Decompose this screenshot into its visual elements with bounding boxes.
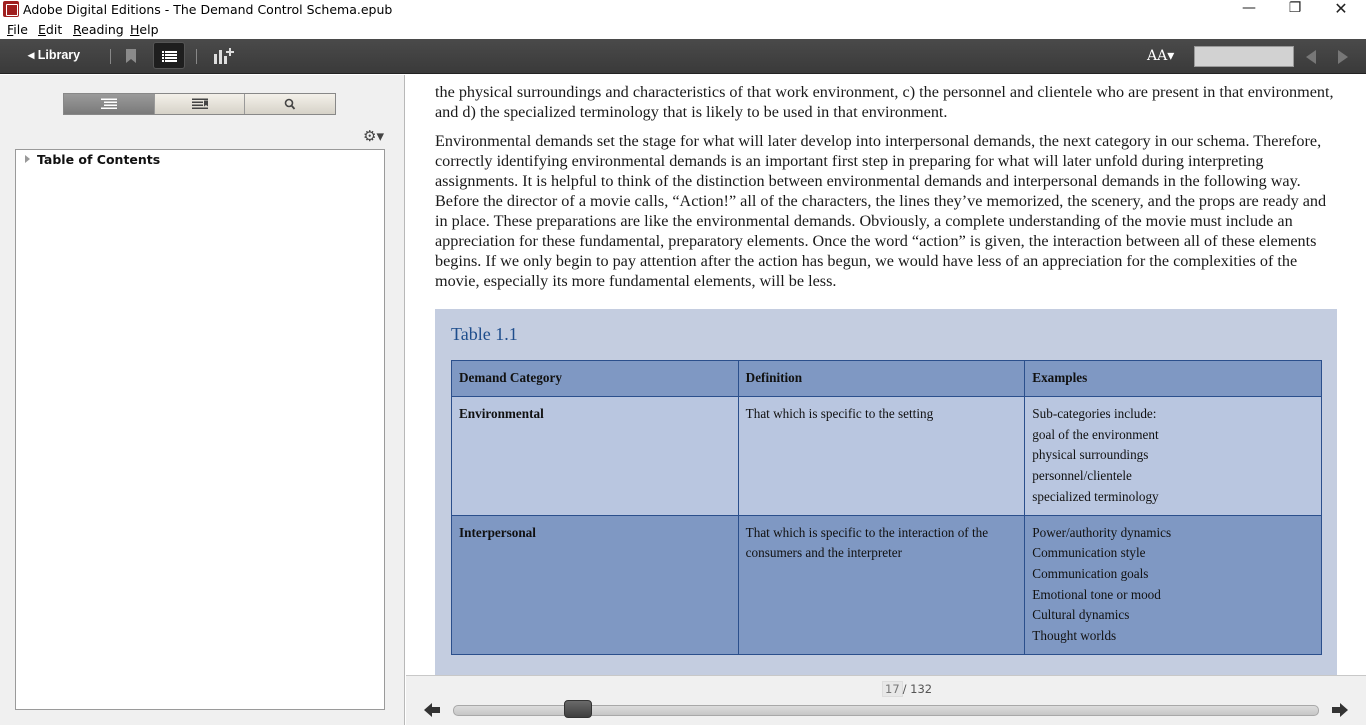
menu-reading[interactable]	[73, 22, 124, 37]
example-line: Thought worlds	[1032, 628, 1117, 644]
table-row	[452, 397, 1322, 516]
menu-help[interactable]	[130, 22, 159, 37]
page-separator: /	[902, 682, 907, 696]
current-page-field[interactable]: 17	[882, 681, 903, 697]
menu-bar	[0, 19, 1366, 39]
toc-list-toggle-button[interactable]	[153, 42, 185, 69]
prev-page-icon[interactable]	[1306, 50, 1316, 64]
menu-label: elp	[139, 22, 159, 37]
stats-add-icon[interactable]	[214, 48, 234, 64]
toolbar-separator	[110, 49, 111, 64]
bookmark-icon[interactable]	[126, 49, 136, 63]
example-line: Communication style	[1032, 545, 1146, 561]
table-row	[452, 515, 1322, 654]
bookmarks-tab[interactable]	[155, 94, 246, 114]
adobe-digital-editions-app-icon	[3, 1, 19, 17]
definition-cell: That which is specific to the interaction of the consumers and the interpreter	[738, 515, 1025, 654]
category-cell: Interpersonal	[452, 515, 739, 654]
table-figure	[435, 309, 1337, 675]
progress-slider-handle[interactable]	[564, 700, 592, 718]
example-line: Emotional tone or mood	[1032, 586, 1161, 602]
navigation-panel	[0, 75, 405, 725]
example-line: specialized terminology	[1032, 488, 1159, 504]
search-input[interactable]	[1194, 46, 1294, 67]
main-toolbar	[0, 39, 1366, 74]
minimize-button[interactable]: —	[1242, 0, 1256, 16]
paragraph: Environmental demands set the stage for what will later develop into interpersonal demands, the next category in our schema. Therefore, correctly identifying environmental demands is an important first step in preparing for what will later unfold during interpreting assignments. It is helpful to think of the distinction between environmental demands and interpersonal demands in the following way. Before the director of a movie calls, “Action!” all of the characters, the lines they’ve memorized, the scenery, and the props are ready and in place. These preparations are like the environmental demands. Obviously, a complete understanding of the movie must include an appreciation for these fundamental, preparatory elements. Once the word “action” is given, the interaction between all of these elements begins. If we only begin to pay attention after the action has begun, we would have less of an appreciation for the complexities of the movie, especially its more fundamental elements, will be less.	[435, 132, 1327, 290]
panel-tab-bar	[63, 93, 336, 115]
bookmark-list-icon	[192, 99, 208, 110]
font-size-button[interactable]: AA▾	[1147, 48, 1175, 64]
paragraph: the physical surroundings and characteristics of that work environment, c) the personnel and clientele who are present in that environment, and d) the specialized terminology that is likely to be used in that environment.	[435, 83, 1334, 121]
column-header: Definition	[738, 361, 1025, 397]
total-pages: 132	[910, 682, 933, 696]
library-button[interactable]: ◂ Library	[28, 48, 81, 62]
column-header: Examples	[1025, 361, 1322, 397]
examples-cell	[1025, 515, 1322, 654]
menu-accelerator: F	[7, 22, 14, 37]
toc-root-item[interactable]: Table of Contents	[37, 152, 161, 167]
list-icon	[162, 51, 177, 62]
window-title: Adobe Digital Editions - The Demand Control Schema.epub	[23, 2, 393, 17]
toc-tree	[15, 149, 385, 710]
expand-triangle-icon[interactable]	[25, 155, 30, 163]
example-line: Communication goals	[1032, 565, 1149, 581]
examples-cell	[1025, 397, 1322, 516]
table-caption: Table 1.1	[451, 324, 518, 344]
example-line: goal of the environment	[1032, 426, 1159, 442]
menu-label: dit	[45, 22, 63, 37]
definition-cell: That which is specific to the setting	[738, 397, 1025, 516]
search-icon	[282, 99, 298, 110]
toc-tab[interactable]	[64, 94, 155, 114]
title-bar	[0, 0, 1366, 19]
toc-icon	[101, 99, 117, 110]
menu-accelerator: R	[73, 22, 82, 37]
menu-accelerator: H	[130, 22, 140, 37]
menu-accelerator: E	[38, 22, 46, 37]
menu-label: eading	[81, 22, 124, 37]
example-line: Power/authority dynamics	[1032, 524, 1172, 540]
back-arrow-icon[interactable]	[424, 702, 440, 718]
example-line: Sub-categories include:	[1032, 406, 1157, 421]
column-header: Demand Category	[452, 361, 739, 397]
book-text	[435, 82, 1335, 300]
menu-file[interactable]	[7, 22, 28, 37]
example-line: physical surroundings	[1032, 447, 1149, 463]
next-page-icon[interactable]	[1338, 50, 1348, 64]
menu-label: ile	[13, 22, 28, 37]
page-navigation-bar	[406, 675, 1366, 725]
settings-gear-icon[interactable]: ⚙▾	[363, 127, 384, 145]
example-line: Cultural dynamics	[1032, 607, 1130, 623]
category-cell: Environmental	[452, 397, 739, 516]
toolbar-separator	[196, 49, 197, 64]
example-line: personnel/clientele	[1032, 468, 1132, 484]
demand-category-table	[451, 360, 1322, 655]
reading-pane	[406, 75, 1366, 675]
menu-edit[interactable]	[38, 22, 62, 37]
forward-arrow-icon[interactable]	[1332, 702, 1348, 718]
close-button[interactable]: ✕	[1334, 0, 1348, 18]
maximize-button[interactable]: ❐	[1288, 0, 1302, 16]
page-indicator	[882, 681, 932, 697]
table-header-row	[452, 361, 1322, 397]
search-tab[interactable]	[245, 94, 335, 114]
